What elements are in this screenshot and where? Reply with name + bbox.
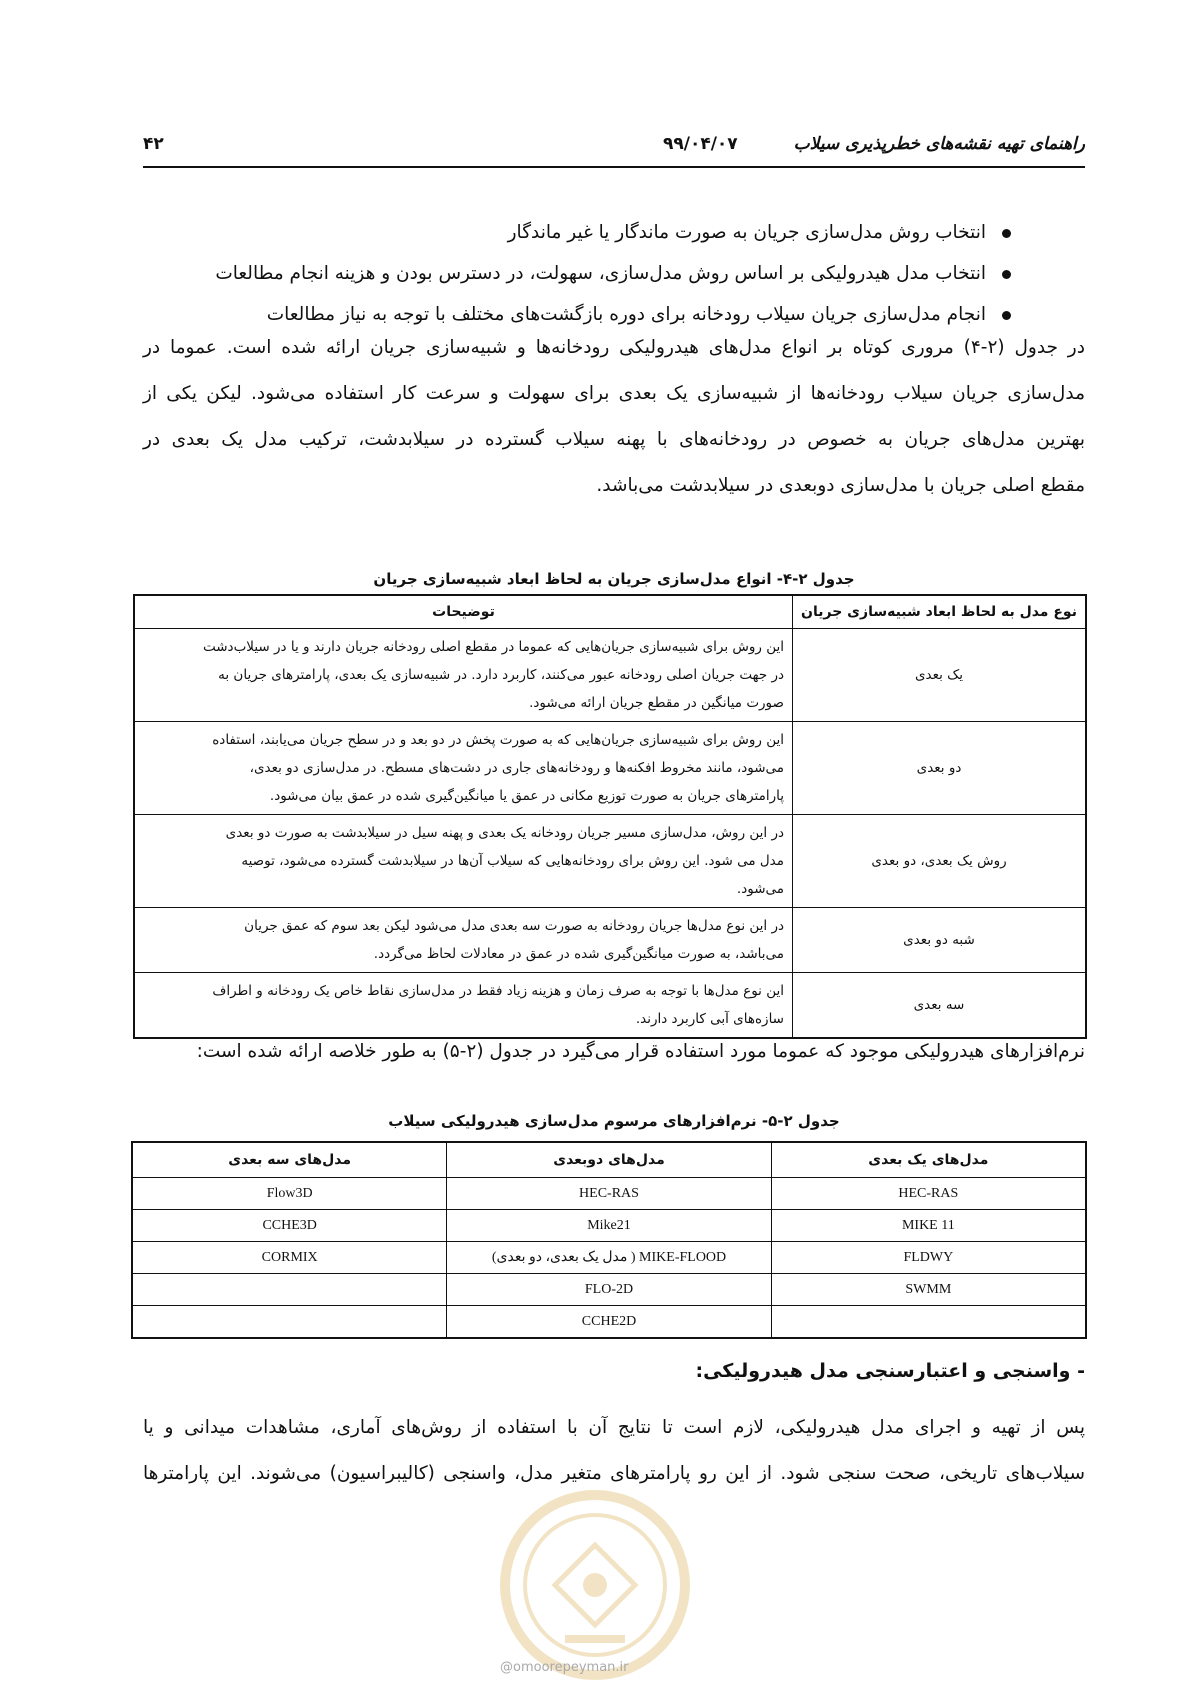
paragraph-line: نرم‌افزارهای هیدرولیکی موجود که عموما مورد استفاده قرار می‌گیرد در جدول (۲-۵) به طور خلاصه ارائه شده است: <box>196 1041 1085 1062</box>
column-header: توضیحات <box>134 595 793 629</box>
watermark-text: @omoorepeyman.ir <box>500 1660 629 1675</box>
bullet-list <box>143 212 1011 335</box>
column-header: مدل‌های دوبعدی <box>447 1142 771 1178</box>
list-item: انجام مدل‌سازی جریان سیلاب رودخانه برای دوره بازگشت‌های مختلف با توجه به نیاز مطالعات <box>143 294 1011 335</box>
table-row <box>134 908 1086 973</box>
description-cell: این روش برای شبیه‌سازی جریان‌هایی که به صورت پخش در دو بعد و در سطح جریان می‌یابند، استفاده می‌شود، مانند مخروط افکنه‌ها و رودخانه‌های جاری در دشت‌های مسطح. در مدل‌سازی دو بعدی، پارامترهای جریان به صورت توزیع مکانی در عمق یا میانگین‌گیری شده در عمق بیان می‌شود. <box>134 722 793 815</box>
model-type-cell: روش یک بعدی، دو بعدی <box>793 815 1087 908</box>
list-item: انتخاب مدل هیدرولیکی بر اساس روش مدل‌سازی، سهولت، در دسترس بودن و هزینه انجام مطالعات <box>143 253 1011 294</box>
model-types-table <box>133 594 1087 1039</box>
paragraph-line: مدل‌سازی جریان سیلاب رودخانه‌ها از شبیه‌سازی یک بعدی برای سهولت و سرعت کار استفاده می‌شود. لیکن یکی از <box>143 383 1085 404</box>
table-row <box>134 629 1086 722</box>
software-paragraph <box>143 1035 1085 1069</box>
page-number: ۴۲ <box>143 134 164 154</box>
section-heading: - واسنجی و اعتبارسنجی مدل هیدرولیکی: <box>695 1360 1085 1382</box>
model-type-cell: دو بعدی <box>793 722 1087 815</box>
bullet-icon <box>1002 311 1011 320</box>
table1-caption: جدول ۲-۴- انواع مدل‌سازی جریان به لحاظ ابعاد شبیه‌سازی جریان <box>373 570 855 588</box>
model-type-cell: شبه دو بعدی <box>793 908 1087 973</box>
table-cell: HEC-RAS <box>447 1178 771 1210</box>
table-cell: CORMIX <box>132 1242 447 1274</box>
paragraph-line: در جدول (۲-۴) مروری کوتاه بر انواع مدل‌های هیدرولیکی رودخانه‌ها و شبیه‌سازی جریان ارائه شده است. عموما در <box>143 337 1085 358</box>
publisher-logo-icon <box>495 1485 695 1685</box>
description-cell: در این نوع مدل‌ها جریان رودخانه به صورت سه بعدی مدل می‌شود لیکن بعد سوم که عمق جریان می‌باشد، به صورت میانگین‌گیری شده در عمق در معادلات لحاظ می‌گردد. <box>134 908 793 973</box>
page-header <box>143 126 1085 168</box>
paragraph-line: مقطع اصلی جریان با مدل‌سازی دوبعدی در سیلابدشت می‌باشد. <box>596 475 1085 496</box>
table-row <box>134 973 1086 1039</box>
description-cell: این نوع مدل‌ها با توجه به صرف زمان و هزینه زیاد فقط در مدل‌سازی نقاط خاص یک رودخانه و اطراف سازه‌های آبی کاربرد دارند. <box>134 973 793 1039</box>
table-cell: MIKE-FLOOD ( مدل یک بعدی، دو بعدی) <box>447 1242 771 1274</box>
table-cell <box>771 1306 1086 1339</box>
table-row <box>132 1242 1086 1274</box>
bullet-icon <box>1002 270 1011 279</box>
table-row <box>132 1178 1086 1210</box>
table-cell: Flow3D <box>132 1178 447 1210</box>
table-cell: MIKE 11 <box>771 1210 1086 1242</box>
table-row <box>132 1274 1086 1306</box>
table-cell: SWMM <box>771 1274 1086 1306</box>
column-header: مدل‌های یک بعدی <box>771 1142 1086 1178</box>
table-cell: FLDWY <box>771 1242 1086 1274</box>
paragraph-line: بهترین مدل‌های جریان به خصوص در رودخانه‌های با پهنه سیلاب گسترده در سیلابدشت، ترکیب مدل یک بعدی در <box>143 429 1085 450</box>
table-cell: FLO-2D <box>447 1274 771 1306</box>
table-header-row <box>134 595 1086 629</box>
header-title: راهنمای تهیه نقشه‌های خطرپذیری سیلاب <box>793 134 1085 154</box>
table-cell: HEC-RAS <box>771 1178 1086 1210</box>
intro-paragraph <box>143 325 1085 509</box>
header-date: ۹۹/۰۴/۰۷ <box>663 134 738 154</box>
table-cell: CCHE2D <box>447 1306 771 1339</box>
table-header-row <box>132 1142 1086 1178</box>
table2-caption: جدول ۲-۵- نرم‌افزارهای مرسوم مدل‌سازی هیدرولیکی سیلاب <box>388 1112 840 1130</box>
table-row <box>132 1210 1086 1242</box>
table-row <box>132 1306 1086 1339</box>
table-cell <box>132 1274 447 1306</box>
table-row <box>134 722 1086 815</box>
paragraph-line: پس از تهیه و اجرای مدل هیدرولیکی، لازم است تا نتایج آن با استفاده از روش‌های آماری، مشاهدات میدانی و یا <box>143 1417 1085 1438</box>
table-cell: CCHE3D <box>132 1210 447 1242</box>
software-table <box>131 1141 1087 1339</box>
calibration-paragraph <box>143 1405 1085 1497</box>
table-cell: Mike21 <box>447 1210 771 1242</box>
list-item: انتخاب روش مدل‌سازی جریان به صورت ماندگار یا غیر ماندگار <box>143 212 1011 253</box>
table-row <box>134 815 1086 908</box>
model-type-cell: سه بعدی <box>793 973 1087 1039</box>
column-header: مدل‌های سه بعدی <box>132 1142 447 1178</box>
description-cell: در این روش، مدل‌سازی مسیر جریان رودخانه یک بعدی و پهنه سیل در سیلابدشت به صورت دو بعدی مدل می شود. این روش برای رودخانه‌هایی که سیلاب آن‌ها در سیلابدشت گسترده می‌شود، توصیه می‌شود. <box>134 815 793 908</box>
bullet-icon <box>1002 229 1011 238</box>
paragraph-line: سیلاب‌های تاریخی، صحت سنجی شود. از این رو پارامترهای متغیر مدل، واسنجی (کالیبراسیون) می‌شوند. این پارامترها <box>143 1463 1085 1484</box>
model-type-cell: یک بعدی <box>793 629 1087 722</box>
column-header: نوع مدل به لحاظ ابعاد شبیه‌سازی جریان <box>793 595 1087 629</box>
table-cell <box>132 1306 447 1339</box>
description-cell: این روش برای شبیه‌سازی جریان‌هایی که عموما در مقطع اصلی رودخانه جریان دارند و یا در سیلاب‌دشت در جهت جریان اصلی رودخانه عبور می‌کنند، کاربرد دارد. در شبیه‌سازی یک بعدی، پارامترهای جریان به صورت میانگین در مقطع جریان ارائه می‌شود. <box>134 629 793 722</box>
